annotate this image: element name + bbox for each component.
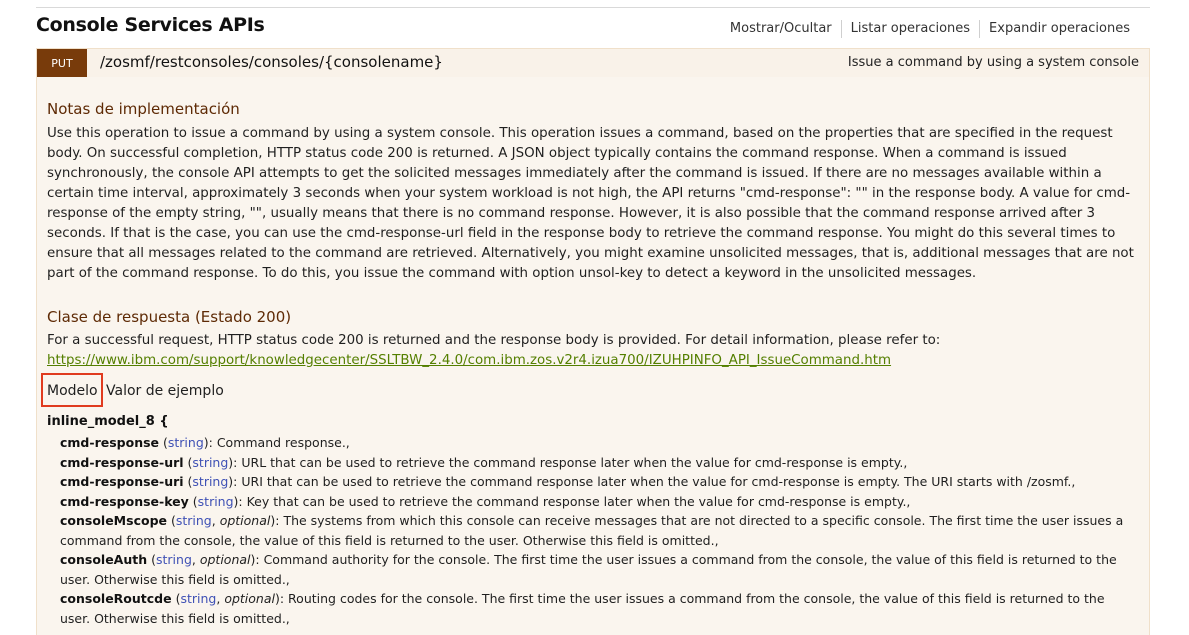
model-property: consoleAuth (string, optional): Command authority for the console. The first time the user issues a command from the console, the value of this field is returned to the user. Otherwise this field is omitted., — [60, 552, 1117, 587]
property-description: Command response., — [216, 435, 350, 450]
property-description: URL that can be used to retrieve the command response later when the value for cmd-response is empty., — [241, 454, 908, 470]
http-method-badge[interactable]: PUT — [37, 49, 87, 77]
model-property: cmd-response (string): Command response., — [60, 435, 350, 450]
response-docs-link[interactable]: https://www.ibm.com/support/knowledgecenter/SSLTBW_2.4.0/com.ibm.zos.v2r4.izua700/IZUHPINFO_API_IssueCommand.htm — [47, 353, 892, 368]
response-class-text — [47, 331, 1141, 371]
property-type: string — [192, 474, 229, 489]
property-optional: optional — [224, 591, 275, 606]
implementation-notes-heading: Notas de implementación — [47, 100, 240, 118]
operation-summary[interactable]: Issue a command by using a system console — [847, 55, 1139, 70]
model-property: cmd-response-uri (string): URI that can be used to retrieve the command response later when the value for cmd-response is empty. The URI starts with /zosmf., — [60, 474, 1076, 489]
property-name: cmd-response-key — [60, 493, 189, 509]
model-property: consoleRoutcde (string, optional): Routing codes for the console. The first time the user issues a command from the console, the value of this field is returned to the user. Otherwise this field is omitted., — [60, 591, 1105, 626]
operation-header[interactable] — [36, 48, 1150, 78]
response-class-heading: Clase de respuesta (Estado 200) — [47, 308, 292, 326]
property-type: string — [180, 591, 217, 606]
expand-operations-link[interactable]: Expandir operaciones — [979, 20, 1139, 38]
section-title[interactable]: Console Services APIs — [36, 14, 265, 36]
property-name: consoleRoutcde — [60, 591, 172, 606]
model-properties — [60, 433, 1134, 628]
show-hide-link[interactable]: Mostrar/Ocultar — [729, 21, 832, 36]
property-type: string — [192, 454, 229, 470]
implementation-notes-text: Use this operation to issue a command by using a system console. This operation issues a command, based on the properties that are specified in the request body. On successful completion, HTTP status code 200 is returned. A JSON object typically contains the command response. When a command is issued synchronously, the console API attempts to get the solicited messages immediately after the command is issued. If there are no messages available within a certain time interval, approximately 3 seconds when your system workload is not high, the API returns "cmd-response": "" in the response body. A value for cmd-response of the empty string, "", usually means that there is no command response. However, it is also possible that the command response arrived after 3 seconds. If that is the case, you can use the cmd-response-url field in the response body to retrieve the command response. You might do this several times to ensure that all messages related to the command are retrieved. Alternatively, you might examine unsolicited messages, that is, additional messages that are not part of the command response. To do this, you issue the command with option unsol-key to detect a keyword in the unsolicited messages. — [47, 126, 1134, 281]
property-name: consoleAuth — [60, 552, 148, 567]
model-property: cmd-response-url (string): URL that can be used to retrieve the command response later when the value for cmd-response is empty., — [60, 454, 908, 470]
property-description: Key that can be used to retrieve the command response later when the value for cmd-response is empty., — [246, 493, 911, 509]
property-type: string — [167, 435, 204, 450]
section-header — [36, 14, 1150, 44]
operation-path[interactable]: /zosmf/restconsoles/consoles/{consolename} — [100, 53, 443, 71]
property-name: cmd-response — [60, 435, 160, 450]
property-optional: optional — [219, 513, 271, 528]
property-type: string — [156, 552, 192, 567]
property-description: Routing codes for the console. The first time the user issues a command from the console, the value of this field is returned to the user. Otherwise this field is omitted., — [60, 591, 1105, 626]
property-description: The systems from which this console can receive messages that are not directed to a specific console. The first time the user issues a command from the console, the value of this field is returned to the user. Otherwise this field is omitted., — [60, 513, 1124, 548]
section-links — [721, 20, 1139, 38]
property-type: string — [175, 513, 212, 528]
divider — [36, 7, 1150, 8]
property-name: consoleMscope — [60, 513, 167, 528]
property-name: cmd-response-url — [60, 454, 184, 470]
property-description: Command authority for the console. The first time the user issues a command from the console, the value of this field is returned to the user. Otherwise this field is omitted., — [60, 552, 1117, 587]
model-property: consoleMscope (string, optional): The systems from which this console can receive messages that are not directed to a specific console. The first time the user issues a command from the console, the value of this field is returned to the user. Otherwise this field is omitted., — [60, 513, 1124, 548]
property-name: cmd-response-uri — [60, 474, 184, 489]
tab-model[interactable]: Modelo — [47, 383, 98, 399]
response-class-description: For a successful request, HTTP status code 200 is returned and the response body is provided. For detail information, please refer to: — [47, 333, 941, 348]
property-type: string — [197, 493, 234, 509]
model-title: inline_model_8 { — [47, 414, 169, 429]
list-operations-link[interactable]: Listar operaciones — [841, 20, 979, 38]
tab-example-value[interactable]: Valor de ejemplo — [106, 383, 224, 399]
highlight-box — [41, 373, 103, 407]
model-property: cmd-response-key (string): Key that can be used to retrieve the command response later when the value for cmd-response is empty., — [60, 493, 911, 509]
property-optional: optional — [199, 552, 251, 567]
property-description: URI that can be used to retrieve the command response later when the value for cmd-response is empty. The URI starts with /zosmf., — [241, 474, 1076, 489]
operation-content — [36, 77, 1150, 635]
